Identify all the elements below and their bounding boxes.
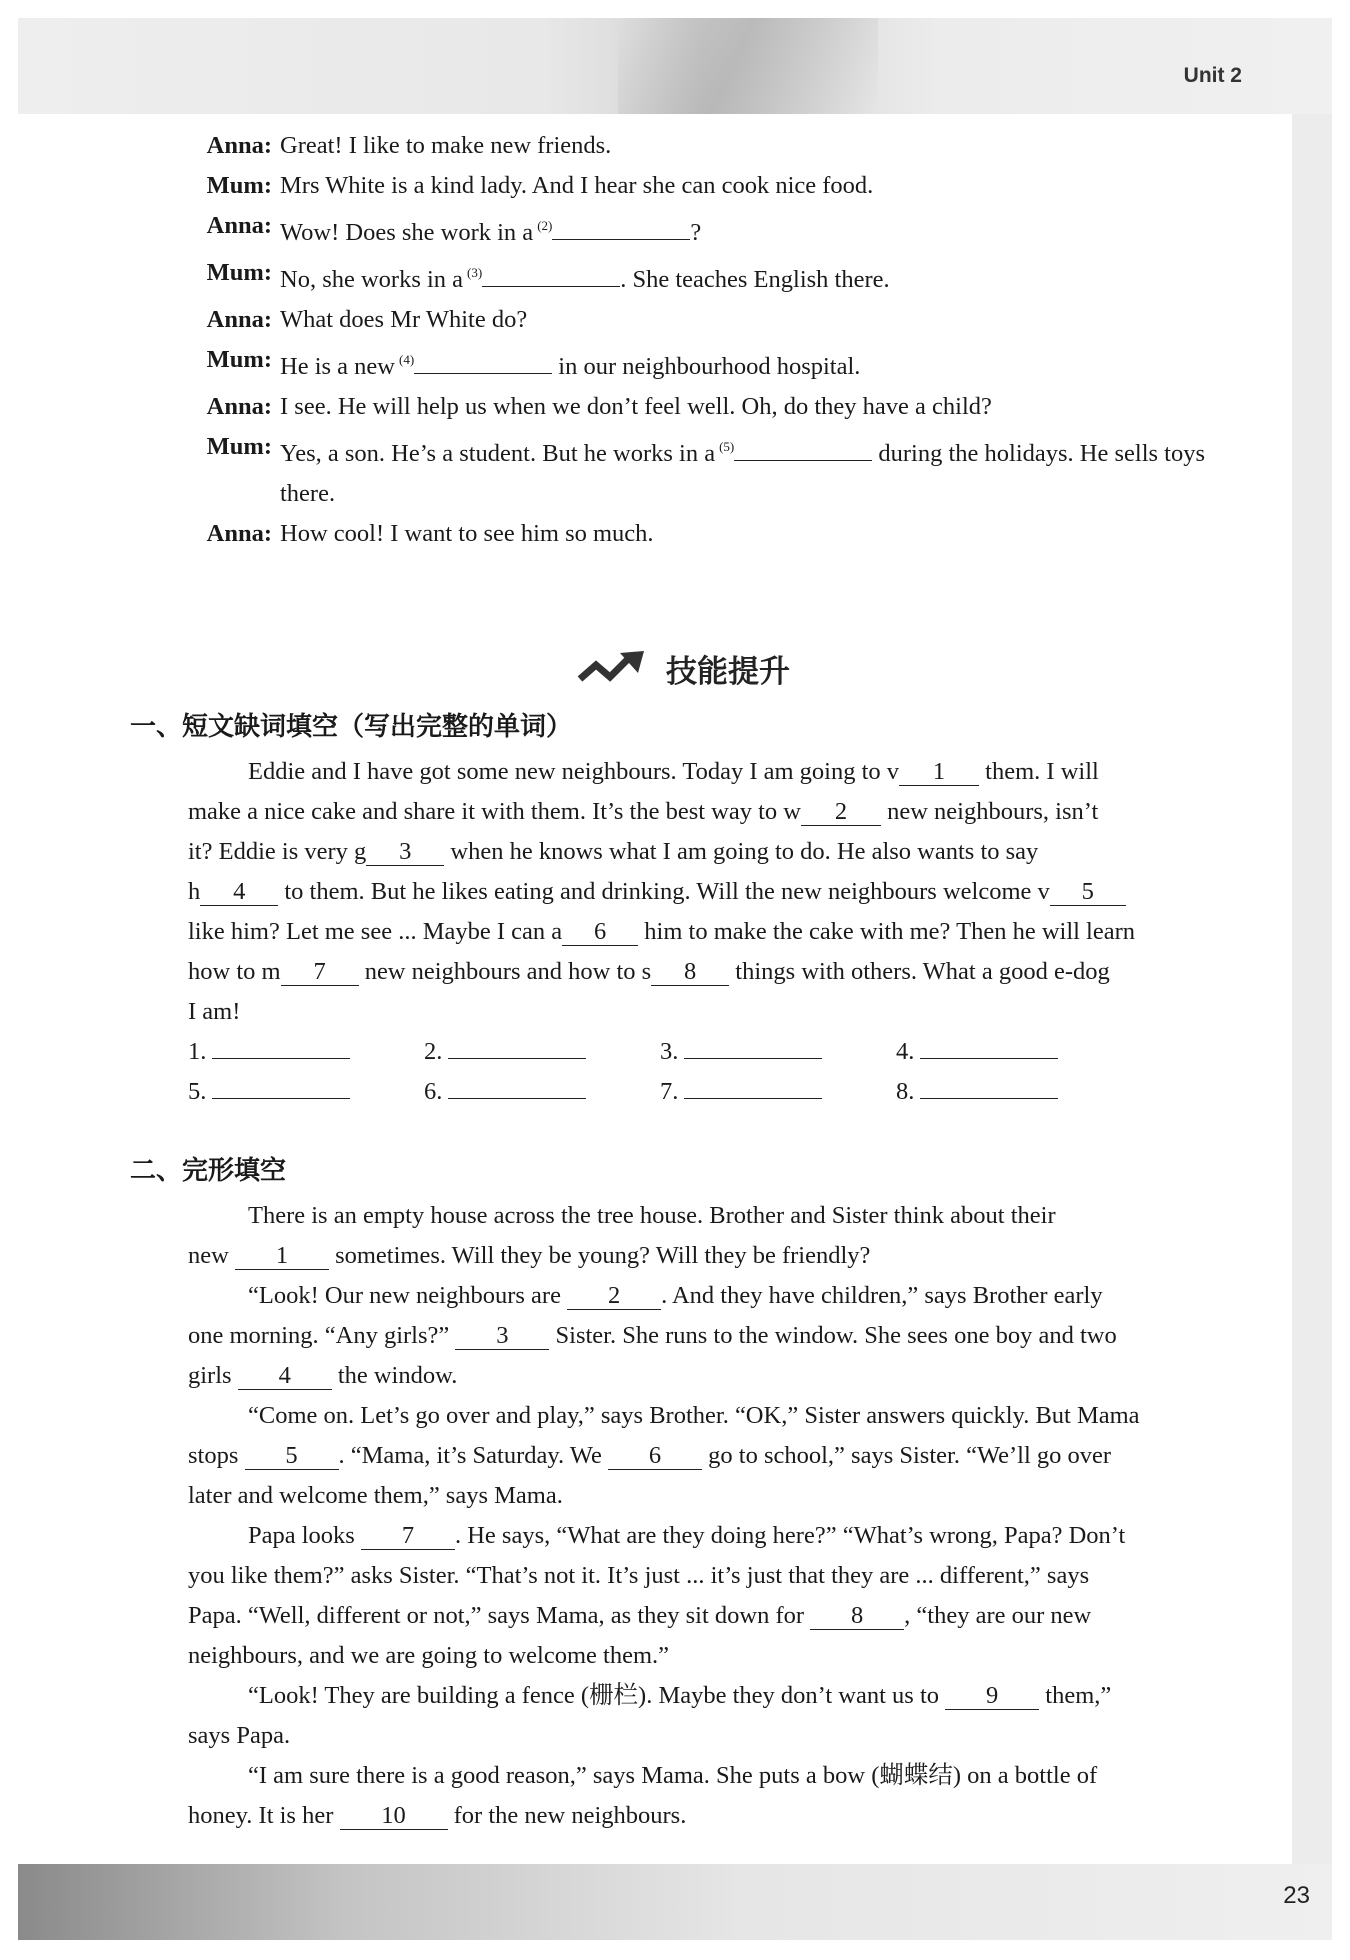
passage-text: how to m	[188, 958, 281, 985]
numbered-blank[interactable]: 4	[200, 879, 278, 906]
answer-number: 2.	[424, 1038, 443, 1065]
dialogue-block	[188, 126, 1258, 554]
passage-line	[188, 1716, 1258, 1756]
passage-text: “Look! Our new neighbours are	[248, 1282, 568, 1309]
passage-line	[188, 1476, 1258, 1516]
passage-text: Papa. “Well, different or not,” says Mama, as they sit down for	[188, 1602, 811, 1629]
passage-line	[188, 1316, 1258, 1356]
passage-text: new	[188, 1242, 235, 1269]
passage-line	[188, 1436, 1258, 1476]
blank-number: (4)	[398, 352, 415, 367]
answer-number: 5.	[188, 1078, 207, 1105]
answer-blank[interactable]	[684, 1036, 822, 1059]
answer-number: 4.	[896, 1038, 915, 1065]
speaker-name: Anna:	[206, 132, 272, 159]
passage-line	[188, 1596, 1258, 1636]
dialogue-text-part: during the holidays. He sells toys there.	[280, 440, 1206, 507]
dialogue-line	[188, 514, 1258, 554]
dialogue-text-part: in our neighbourhood hospital.	[552, 353, 861, 380]
fill-blank[interactable]	[734, 438, 872, 461]
speaker-name: Mum:	[206, 346, 272, 373]
dialogue-line	[188, 387, 1258, 427]
dialogue-text	[280, 126, 1258, 166]
passage-text: go to school,” says Sister. “We’ll go over	[702, 1442, 1112, 1469]
answer-blank[interactable]	[448, 1036, 586, 1059]
dialogue-text	[280, 427, 1258, 514]
speaker-name: Anna:	[206, 306, 272, 333]
dialogue-line	[188, 126, 1258, 166]
answer-blank[interactable]	[920, 1076, 1058, 1099]
passage-line	[188, 1396, 1258, 1436]
page-footer-band	[18, 1864, 1332, 1940]
passage-text: Sister. She runs to the window. She sees one boy and two	[549, 1322, 1117, 1349]
passage-line	[188, 912, 1258, 952]
numbered-blank[interactable]: 6	[562, 919, 638, 946]
passage-text: “Come on. Let’s go over and play,” says Brother. “OK,” Sister answers quickly. But Mama	[248, 1402, 1140, 1429]
passage-text: it? Eddie is very g	[188, 838, 367, 865]
dialogue-line	[188, 427, 1258, 514]
answer-blank[interactable]	[448, 1076, 586, 1099]
passage-text: when he knows what I am going to do. He also wants to say	[444, 838, 1039, 865]
passage-line	[188, 1556, 1258, 1596]
passage-text: “Look! They are building a fence (栅栏). Maybe they don’t want us to	[248, 1682, 946, 1709]
dialogue-text	[280, 514, 1258, 554]
numbered-blank[interactable]: 3	[366, 839, 444, 866]
dialogue-text	[280, 206, 1258, 253]
dialogue-text-part: ?	[690, 219, 702, 246]
trend-arrow-icon	[576, 649, 652, 689]
numbered-blank[interactable]: 8	[810, 1603, 904, 1630]
passage-text: them. I will	[979, 758, 1099, 785]
passage-text: them,”	[1039, 1682, 1112, 1709]
dialogue-text-part: Mrs White is a kind lady. And I hear she can cook nice food.	[280, 172, 874, 199]
passage-text: “I am sure there is a good reason,” says Mama. She puts a bow (蝴蝶结) on a bottle of	[248, 1762, 1098, 1789]
blank-number: (2)	[537, 218, 553, 233]
numbered-blank[interactable]: 3	[455, 1323, 549, 1350]
passage-text: for the new neighbours.	[447, 1802, 687, 1829]
passage-text: There is an empty house across the tree house. Brother and Sister think about their	[248, 1202, 1056, 1229]
numbered-blank[interactable]: 1	[899, 759, 979, 786]
dialogue-text	[280, 253, 1258, 300]
passage-text: Eddie and I have got some new neighbours. Today I am going to v	[248, 758, 900, 785]
numbered-blank[interactable]: 6	[608, 1443, 702, 1470]
passage-text: the window.	[331, 1362, 458, 1389]
speaker-name: Mum:	[206, 259, 272, 286]
page-right-margin	[1292, 114, 1332, 1864]
dialogue-line	[188, 166, 1258, 206]
passage-text: one morning. “Any girls?”	[188, 1322, 456, 1349]
dialogue-text-part: Great! I like to make new friends.	[280, 132, 612, 159]
skills-title-text: 技能提升	[666, 654, 790, 690]
dialogue-text	[280, 340, 1258, 387]
answer-slot	[424, 1032, 660, 1072]
speaker-name: Anna:	[206, 520, 272, 547]
fill-blank[interactable]	[414, 351, 552, 374]
passage-text: to them. But he likes eating and drinking. Will the new neighbours welcome v	[278, 878, 1050, 905]
passage-text: make a nice cake and share it with them. It’s the best way to w	[188, 798, 801, 825]
answer-slot	[660, 1072, 896, 1112]
blank-number: (3)	[467, 265, 483, 280]
passage-text: says Papa.	[188, 1722, 291, 1749]
passage-text: things with others. What a good e-dog	[729, 958, 1110, 985]
passage-text: sometimes. Will they be young? Will they be friendly?	[328, 1242, 871, 1269]
dialogue-text	[280, 387, 1258, 427]
dialogue-text-part: How cool! I want to see him so much.	[280, 520, 654, 547]
passage-text: . He says, “What are they doing here?” “What’s wrong, Papa? Don’t	[454, 1522, 1126, 1549]
passage-text: . And they have children,” says Brother early	[661, 1282, 1103, 1309]
fill-blank[interactable]	[482, 264, 620, 287]
passage-line	[188, 1356, 1258, 1396]
answer-slot	[896, 1072, 1132, 1112]
passage-text: stops	[188, 1442, 245, 1469]
dialogue-text	[280, 166, 1258, 206]
passage-line	[188, 1276, 1258, 1316]
passage-line	[188, 1756, 1258, 1796]
dialogue-text-part: What does Mr White do?	[280, 306, 528, 333]
dialogue-text-part: Yes, a son. He’s a student. But he works in a	[280, 440, 716, 467]
dialogue-text-part: I see. He will help us when we don’t feel well. Oh, do they have a child?	[280, 393, 992, 420]
numbered-blank[interactable]: 4	[238, 1363, 332, 1390]
blank-number: (5)	[719, 439, 735, 454]
passage-line	[188, 1516, 1258, 1556]
passage-text: neighbours, and we are going to welcome them.”	[188, 1642, 670, 1669]
answer-number: 7.	[660, 1078, 679, 1105]
dialogue-text	[280, 300, 1258, 340]
answer-slot	[188, 1032, 424, 1072]
dialogue-line	[188, 340, 1258, 387]
passage-text: honey. It is her	[188, 1802, 340, 1829]
passage-text: like him? Let me see ... Maybe I can a	[188, 918, 563, 945]
page-number: 23	[1283, 1882, 1310, 1909]
passage-line	[188, 792, 1258, 832]
unit-label: Unit 2	[1183, 64, 1242, 87]
numbered-blank[interactable]: 5	[1050, 879, 1126, 906]
dialogue-text-part: He is a new	[280, 353, 395, 380]
answer-number: 1.	[188, 1038, 207, 1065]
passage-text: new neighbours, isn’t	[880, 798, 1099, 825]
speaker-name: Mum:	[206, 172, 272, 199]
speaker-name: Mum:	[206, 433, 272, 460]
dialogue-text-part: No, she works in a	[280, 266, 464, 293]
passage-line	[188, 992, 1258, 1032]
passage-line	[188, 1196, 1258, 1236]
section1-answers	[188, 1032, 1258, 1112]
numbered-blank[interactable]: 5	[245, 1443, 339, 1470]
passage-line	[188, 1796, 1258, 1836]
passage-text: I am!	[188, 998, 241, 1025]
passage-text: Papa looks	[248, 1522, 361, 1549]
passage-text: you like them?” asks Sister. “That’s not it. It’s just ... it’s just that they are ... different,” says	[188, 1562, 1090, 1589]
speaker-name: Anna:	[206, 212, 272, 239]
answer-number: 3.	[660, 1038, 679, 1065]
numbered-blank[interactable]: 10	[340, 1803, 448, 1830]
section2-passage	[188, 1196, 1258, 1836]
dialogue-line	[188, 206, 1258, 253]
dialogue-text-part: Wow! Does she work in a	[280, 219, 534, 246]
passage-line	[188, 952, 1258, 992]
numbered-blank[interactable]: 7	[361, 1523, 455, 1550]
passage-line	[188, 752, 1258, 792]
section1-heading: 一、短文缺词填空（写出完整的单词）	[130, 712, 573, 742]
passage-text: new neighbours and how to s	[358, 958, 652, 985]
dialogue-line	[188, 253, 1258, 300]
numbered-blank[interactable]: 7	[281, 959, 359, 986]
skills-title	[576, 646, 790, 691]
answer-blank[interactable]	[684, 1076, 822, 1099]
answer-number: 8.	[896, 1078, 915, 1105]
page-header-band	[18, 18, 1332, 114]
answer-number: 6.	[424, 1078, 443, 1105]
passage-text: . “Mama, it’s Saturday. We	[338, 1442, 609, 1469]
passage-line	[188, 1236, 1258, 1276]
passage-text: later and welcome them,” says Mama.	[188, 1482, 563, 1509]
dialogue-text-part: . She teaches English there.	[620, 266, 890, 293]
numbered-blank[interactable]: 1	[235, 1243, 329, 1270]
passage-text: , “they are our new	[904, 1602, 1092, 1629]
answer-blank[interactable]	[212, 1076, 350, 1099]
passage-line	[188, 872, 1258, 912]
passage-line	[188, 1636, 1258, 1676]
numbered-blank[interactable]: 2	[567, 1283, 661, 1310]
passage-line	[188, 1676, 1258, 1716]
fill-blank[interactable]	[552, 217, 690, 240]
answer-slot	[424, 1072, 660, 1112]
answer-blank[interactable]	[212, 1036, 350, 1059]
dialogue-line	[188, 300, 1258, 340]
passage-text: h	[188, 878, 201, 905]
numbered-blank[interactable]: 2	[801, 799, 881, 826]
section2-heading: 二、完形填空	[130, 1156, 287, 1186]
passage-text: him to make the cake with me? Then he will learn	[638, 918, 1136, 945]
numbered-blank[interactable]: 8	[651, 959, 729, 986]
passage-line	[188, 832, 1258, 872]
speaker-name: Anna:	[206, 393, 272, 420]
passage-text: girls	[188, 1362, 238, 1389]
section1-passage	[188, 752, 1258, 1032]
answer-slot	[896, 1032, 1132, 1072]
answer-blank[interactable]	[920, 1036, 1058, 1059]
answer-slot	[660, 1032, 896, 1072]
numbered-blank[interactable]: 9	[945, 1683, 1039, 1710]
answer-slot	[188, 1072, 424, 1112]
